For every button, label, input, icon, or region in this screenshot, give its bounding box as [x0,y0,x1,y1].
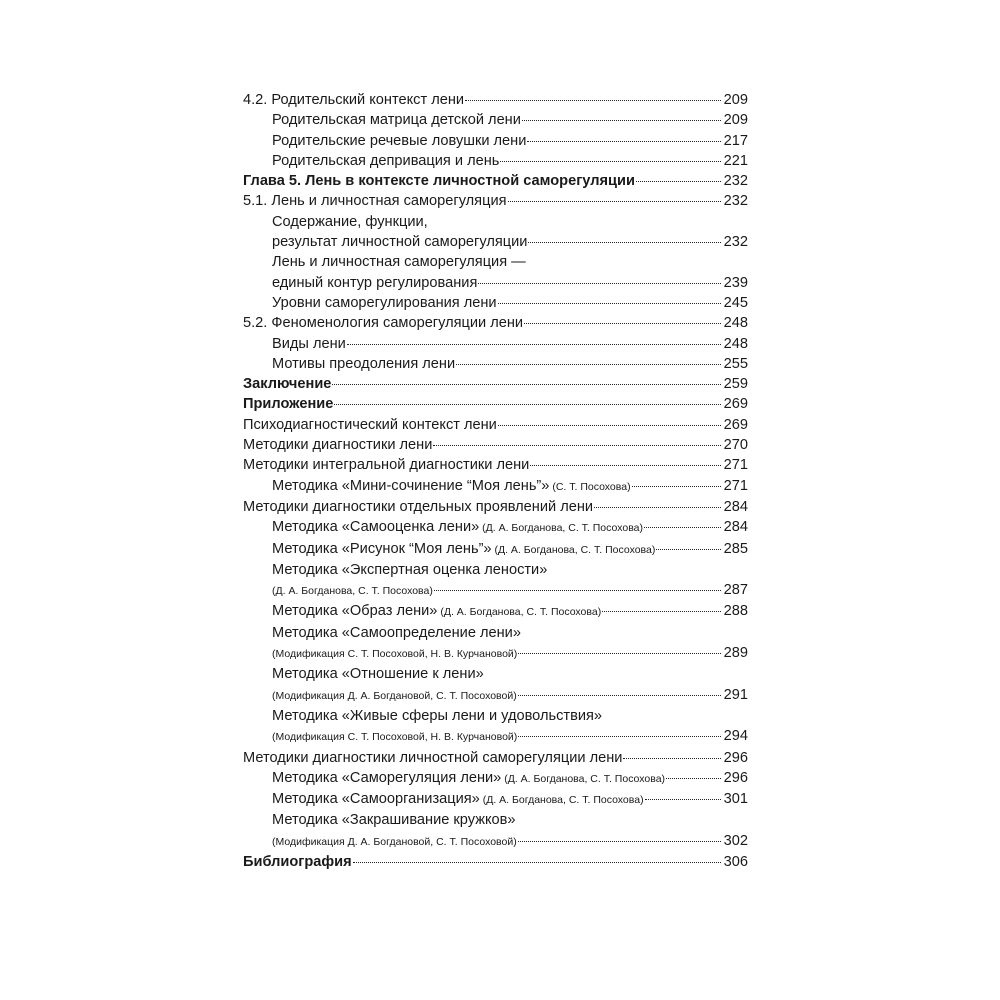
toc-entry [243,171,748,191]
toc-entry [243,664,748,706]
toc-entry-authors: (Д. А. Богданова, С. Т. Посохова) [501,772,666,785]
toc-entry-title: Методика «Рисунок “Моя лень”» (Д. А. Богданова, С. Т. Посохова) [272,540,656,557]
dot-leader [465,100,721,101]
dot-leader [522,120,721,121]
table-of-contents [243,90,748,872]
toc-entry-page-number: 217 [723,132,748,149]
dot-leader [478,283,721,284]
dot-leader [530,465,721,466]
toc-entry-authors: (Модификация С. Т. Посоховой, Н. В. Курчановой) [272,648,518,661]
toc-entry-title: Методики интегральной диагностики лени [243,457,530,474]
toc-entry-title: Глава 5. Лень в контексте личностной саморегуляции [243,173,635,190]
toc-entry-title: Методики диагностики отдельных проявлений лени [243,498,594,515]
toc-entry-title: Родительская депривация и лень [272,152,500,169]
toc-entry-authors: (Д. А. Богданова, С. Т. Посохова) [437,606,602,619]
toc-entry [243,212,748,253]
toc-entry-title: Родительская матрица детской лени [272,112,521,129]
toc-entry [243,151,748,171]
toc-entry-page-number: 221 [723,152,748,169]
toc-entry [243,374,748,394]
toc-entry-page-number: 248 [723,335,748,352]
toc-entry-page-number: 255 [723,355,748,372]
dot-leader [347,344,721,345]
dot-leader [518,736,721,737]
dot-leader [518,653,721,654]
toc-entry-page-number: 306 [723,853,748,870]
toc-entry-title-line: Методика «Закрашивание кружков» [272,812,516,829]
toc-entry [243,354,748,374]
toc-entry-authors: (Д. А. Богданова, С. Т. Посохова) [479,794,644,807]
toc-entry [243,191,748,211]
toc-entry [243,852,748,872]
dot-leader [666,778,721,779]
toc-entry-authors: (Модификация С. Т. Посоховой, Н. В. Курчановой) [272,731,518,744]
dot-leader [332,384,721,385]
toc-entry [243,601,748,622]
toc-entry-page-number: 301 [723,791,748,808]
toc-entry [243,539,748,560]
toc-entry-title [272,831,517,852]
toc-entry [243,476,748,497]
toc-entry-page-number: 209 [723,112,748,129]
toc-entry-page-number: 270 [723,437,748,454]
toc-entry [243,110,748,130]
toc-entry-title: 5.1. Лень и личностная саморегуляция [243,193,507,210]
toc-entry-page-number: 245 [723,294,748,311]
toc-entry [243,768,748,789]
toc-entry [243,293,748,313]
toc-entry-title: 4.2. Родительский контекст лени [243,92,465,108]
toc-entry-authors: (Модификация Д. А. Богдановой, С. Т. Посоховой) [272,689,517,702]
toc-entry-page-number: 259 [723,376,748,393]
toc-entry-title [272,685,517,706]
toc-entry-page-number: 302 [723,832,748,849]
toc-entry-page-number: 271 [723,457,748,474]
dot-leader [500,161,721,162]
dot-leader [644,527,721,528]
toc-entry-title [272,580,433,601]
toc-entry-page-number: 294 [723,728,748,745]
toc-entry-page-number: 284 [723,519,748,536]
dot-leader [594,507,721,508]
toc-entry-authors: (С. Т. Посохова) [549,480,631,493]
toc-entry-title-line: Содержание, функции, [272,213,428,230]
toc-entry-page-number: 296 [723,749,748,766]
toc-entry-title-line: Методика «Живые сферы лени и удовольствия» [272,707,603,724]
toc-entry-page-number: 232 [723,193,748,210]
dot-leader [498,425,721,426]
toc-entry [243,252,748,293]
toc-entry-title: 5.2. Феноменология саморегуляции лени [243,315,524,332]
toc-entry-title: Уровни саморегулирования лени [272,294,497,311]
toc-entry-title: Заключение [243,376,332,393]
dot-leader [528,242,721,243]
toc-entry [243,90,748,110]
toc-entry-title-line: Лень и личностная саморегуляция — [272,254,526,271]
dot-leader [524,323,721,324]
toc-entry-title: Родительские речевые ловушки лени [272,132,527,149]
toc-entry-authors: (Модификация Д. А. Богдановой, С. Т. Посоховой) [272,835,517,848]
toc-entry-page-number: 289 [723,645,748,662]
toc-entry-page-number: 232 [723,173,748,190]
toc-entry-page-number: 269 [723,416,748,433]
toc-entry-page-number: 271 [723,477,748,494]
toc-entry-title: единый контур регулирования [272,274,478,291]
toc-entry-page-number: 291 [723,686,748,703]
toc-entry-title: Методики диагностики личностной саморегуляции лени [243,749,623,766]
toc-entry-title [272,643,517,664]
dot-leader [656,549,721,550]
toc-entry-title-line: Методика «Самоопределение лени» [272,624,521,641]
dot-leader [456,364,721,365]
dot-leader [527,141,721,142]
toc-entry-page-number: 269 [723,396,748,413]
toc-entry-title: Методики диагностики лени [243,437,433,454]
toc-entry-authors: (Д. А. Богданова, С. Т. Посохова) [479,522,644,535]
toc-entry-page-number: 296 [723,769,748,786]
toc-entry-title: результат личностной саморегуляции [272,234,528,251]
toc-entry-title: Библиография [243,853,352,870]
toc-entry-page-number: 248 [723,315,748,332]
toc-entry-page-number: 288 [723,603,748,620]
toc-entry-page-number: 232 [723,234,748,251]
toc-entry-page-number: 209 [723,92,748,108]
toc-entry-title: Методика «Самооценка лени» (Д. А. Богданова, С. Т. Посохова) [272,519,644,536]
toc-entry [243,623,748,665]
toc-entry-title: Мотивы преодоления лени [272,355,456,372]
dot-leader [623,758,721,759]
dot-leader [636,181,721,182]
dot-leader [602,611,721,612]
toc-entry-authors: (Д. А. Богданова, С. Т. Посохова) [272,585,433,598]
toc-entry [243,394,748,414]
toc-entry-title: Методика «Образ лени» (Д. А. Богданова, С. Т. Посохова) [272,603,602,620]
toc-entry-authors: (Д. А. Богданова, С. Т. Посохова) [491,543,656,556]
dot-leader [508,201,722,202]
toc-entry-page-number: 239 [723,274,748,291]
toc-entry [243,334,748,354]
toc-entry-title-line: Методика «Отношение к лени» [272,666,484,683]
toc-entry-title: Методика «Саморегуляция лени» (Д. А. Богданова, С. Т. Посохова) [272,769,666,786]
toc-entry-title-line: Методика «Экспертная оценка лености» [272,561,548,578]
toc-entry-title: Психодиагностический контекст лени [243,416,497,433]
toc-entry-title: Методика «Самоорганизация» (Д. А. Богданова, С. Т. Посохова) [272,791,644,808]
toc-entry [243,131,748,151]
dot-leader [498,303,721,304]
toc-entry-title: Виды лени [272,335,346,352]
dot-leader [334,404,721,405]
toc-entry [243,789,748,810]
dot-leader [518,841,721,842]
dot-leader [518,695,721,696]
toc-entry-title [272,726,517,747]
toc-entry-title: Методика «Мини-сочинение “Моя лень”» (С. Т. Посохова) [272,477,631,494]
toc-entry-page-number: 285 [723,540,748,557]
dot-leader [645,799,721,800]
toc-entry [243,455,748,475]
toc-entry [243,313,748,333]
toc-entry [243,415,748,435]
dot-leader [434,590,721,591]
toc-entry-title: Приложение [243,396,334,413]
toc-entry [243,706,748,748]
dot-leader [353,862,721,863]
toc-entry [243,748,748,768]
toc-entry [243,497,748,517]
toc-entry-page-number: 287 [723,582,748,599]
dot-leader [632,486,721,487]
toc-entry [243,560,748,602]
toc-entry-page-number: 284 [723,498,748,515]
toc-entry [243,810,748,852]
dot-leader [433,445,721,446]
toc-entry [243,435,748,455]
toc-entry [243,517,748,538]
